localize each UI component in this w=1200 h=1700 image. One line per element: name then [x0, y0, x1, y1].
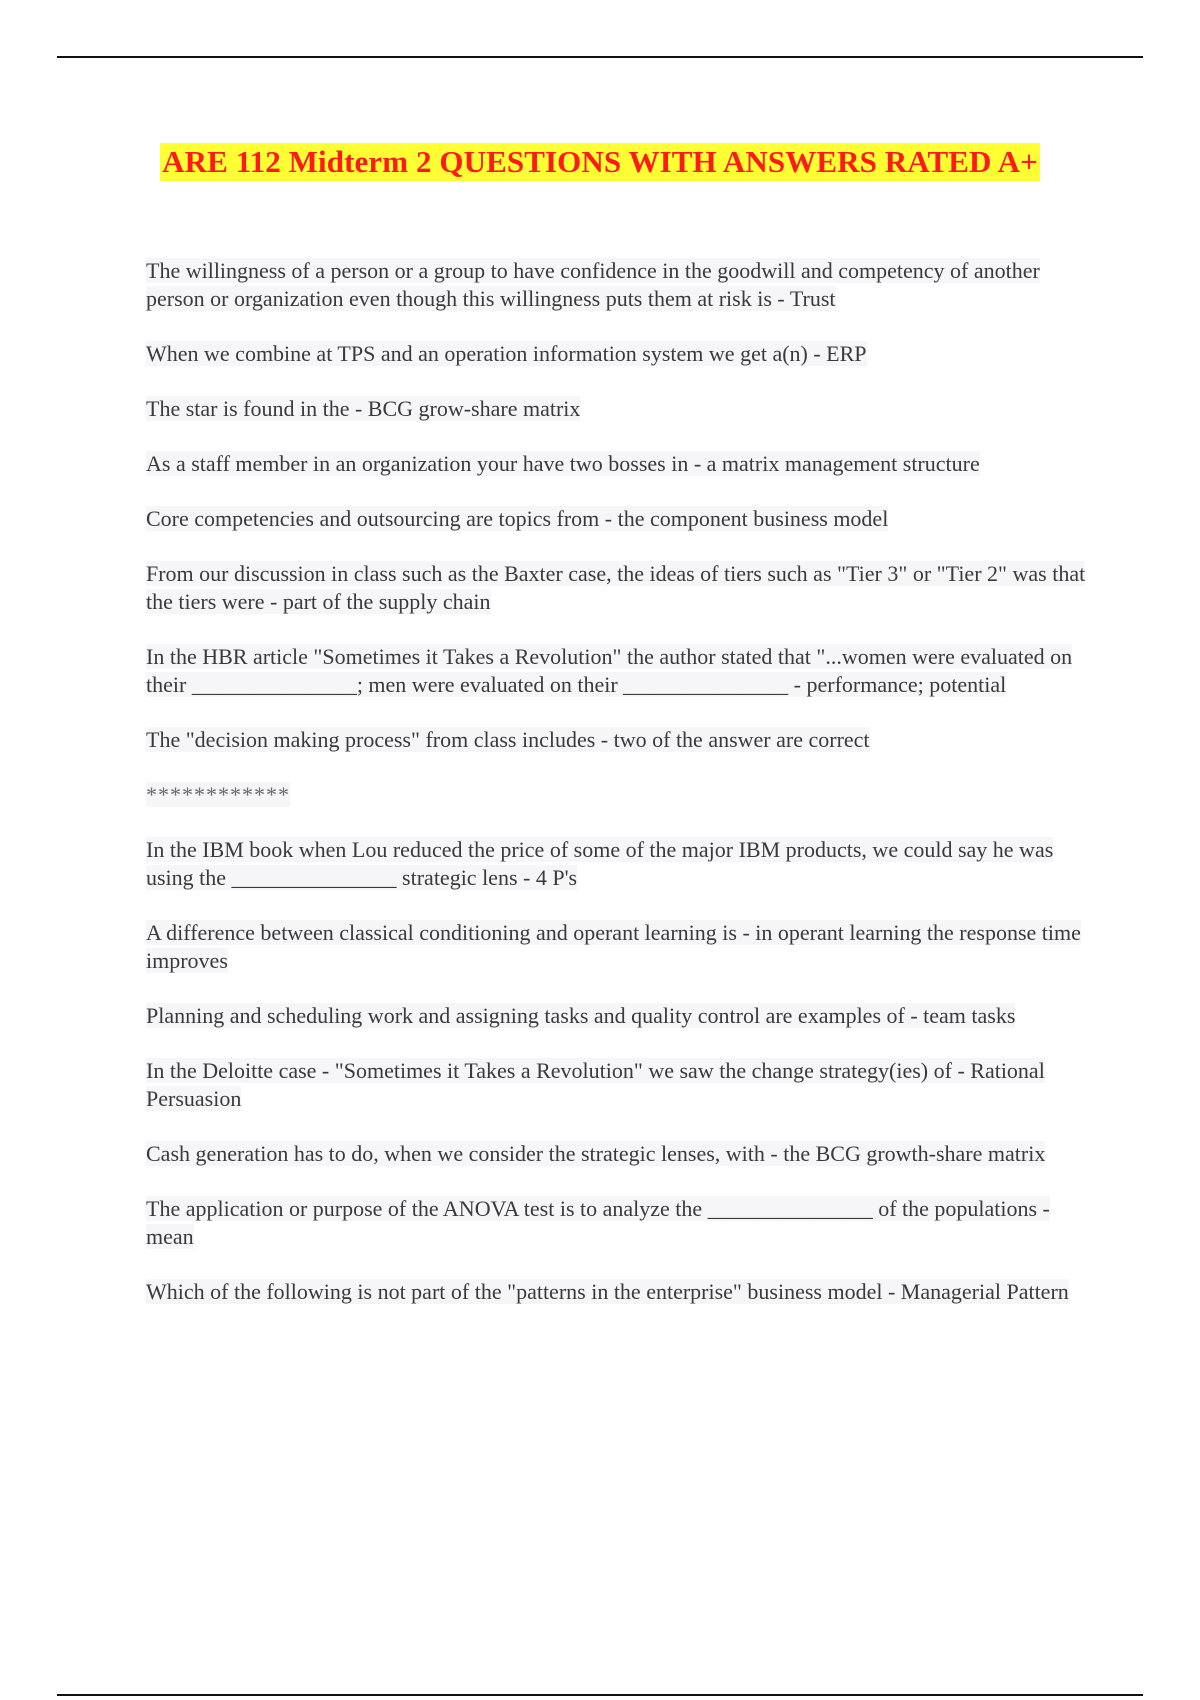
qa-item [146, 505, 1096, 533]
qa-item [146, 257, 1096, 313]
qa-text: In the IBM book when Lou reduced the price of some of the major IBM products, we could say he was using the _______________ strategic lens - 4 P's [146, 837, 1054, 890]
question-answer-list [146, 257, 1096, 1333]
qa-text: The willingness of a person or a group to have confidence in the goodwill and competency of another person or organization even though this willingness puts them at risk is - Trust [146, 258, 1040, 311]
qa-item [146, 643, 1096, 699]
qa-text: When we combine at TPS and an operation information system we get a(n) - ERP [146, 341, 867, 366]
qa-item [146, 1002, 1096, 1030]
qa-text: As a staff member in an organization your have two bosses in - a matrix management structure [146, 451, 980, 476]
qa-item [146, 560, 1096, 616]
document-title: ARE 112 Midterm 2 QUESTIONS WITH ANSWERS RATED A+ [162, 144, 1038, 179]
qa-text: Cash generation has to do, when we consider the strategic lenses, with - the BCG growth-share matrix [146, 1141, 1046, 1166]
top-rule [57, 56, 1143, 58]
qa-item [146, 1278, 1096, 1306]
qa-text: From our discussion in class such as the Baxter case, the ideas of tiers such as "Tier 3" or "Tier 2" was that the tiers were - part of the supply chain [146, 561, 1086, 614]
bottom-rule [57, 1694, 1143, 1696]
title-container [0, 143, 1200, 181]
qa-text: The application or purpose of the ANOVA test is to analyze the _______________ of the populations - mean [146, 1196, 1050, 1249]
qa-text: A difference between classical conditioning and operant learning is - in operant learning the response time improves [146, 920, 1081, 973]
qa-item [146, 395, 1096, 423]
qa-item [146, 726, 1096, 754]
qa-text: The star is found in the - BCG grow-share matrix [146, 396, 581, 421]
qa-text: The "decision making process" from class includes - two of the answer are correct [146, 727, 870, 752]
qa-item [146, 1195, 1096, 1251]
separator-text: ************ [146, 782, 290, 807]
qa-text: In the Deloitte case - "Sometimes it Takes a Revolution" we saw the change strategy(ies) of - Rational Persuasion [146, 1058, 1045, 1111]
qa-item [146, 1057, 1096, 1113]
qa-text: Which of the following is not part of the "patterns in the enterprise" business model - Managerial Pattern [146, 1279, 1069, 1304]
qa-item [146, 340, 1096, 368]
qa-text: Planning and scheduling work and assigning tasks and quality control are examples of - team tasks [146, 1003, 1016, 1028]
section-separator [146, 781, 1096, 809]
qa-text: Core competencies and outsourcing are topics from - the component business model [146, 506, 889, 531]
qa-item [146, 1140, 1096, 1168]
qa-item [146, 919, 1096, 975]
qa-item [146, 450, 1096, 478]
qa-item [146, 836, 1096, 892]
qa-text: In the HBR article "Sometimes it Takes a Revolution" the author stated that "...women were evaluated on their _______________; men were evaluated on their _______________ - performance; potential [146, 644, 1073, 697]
